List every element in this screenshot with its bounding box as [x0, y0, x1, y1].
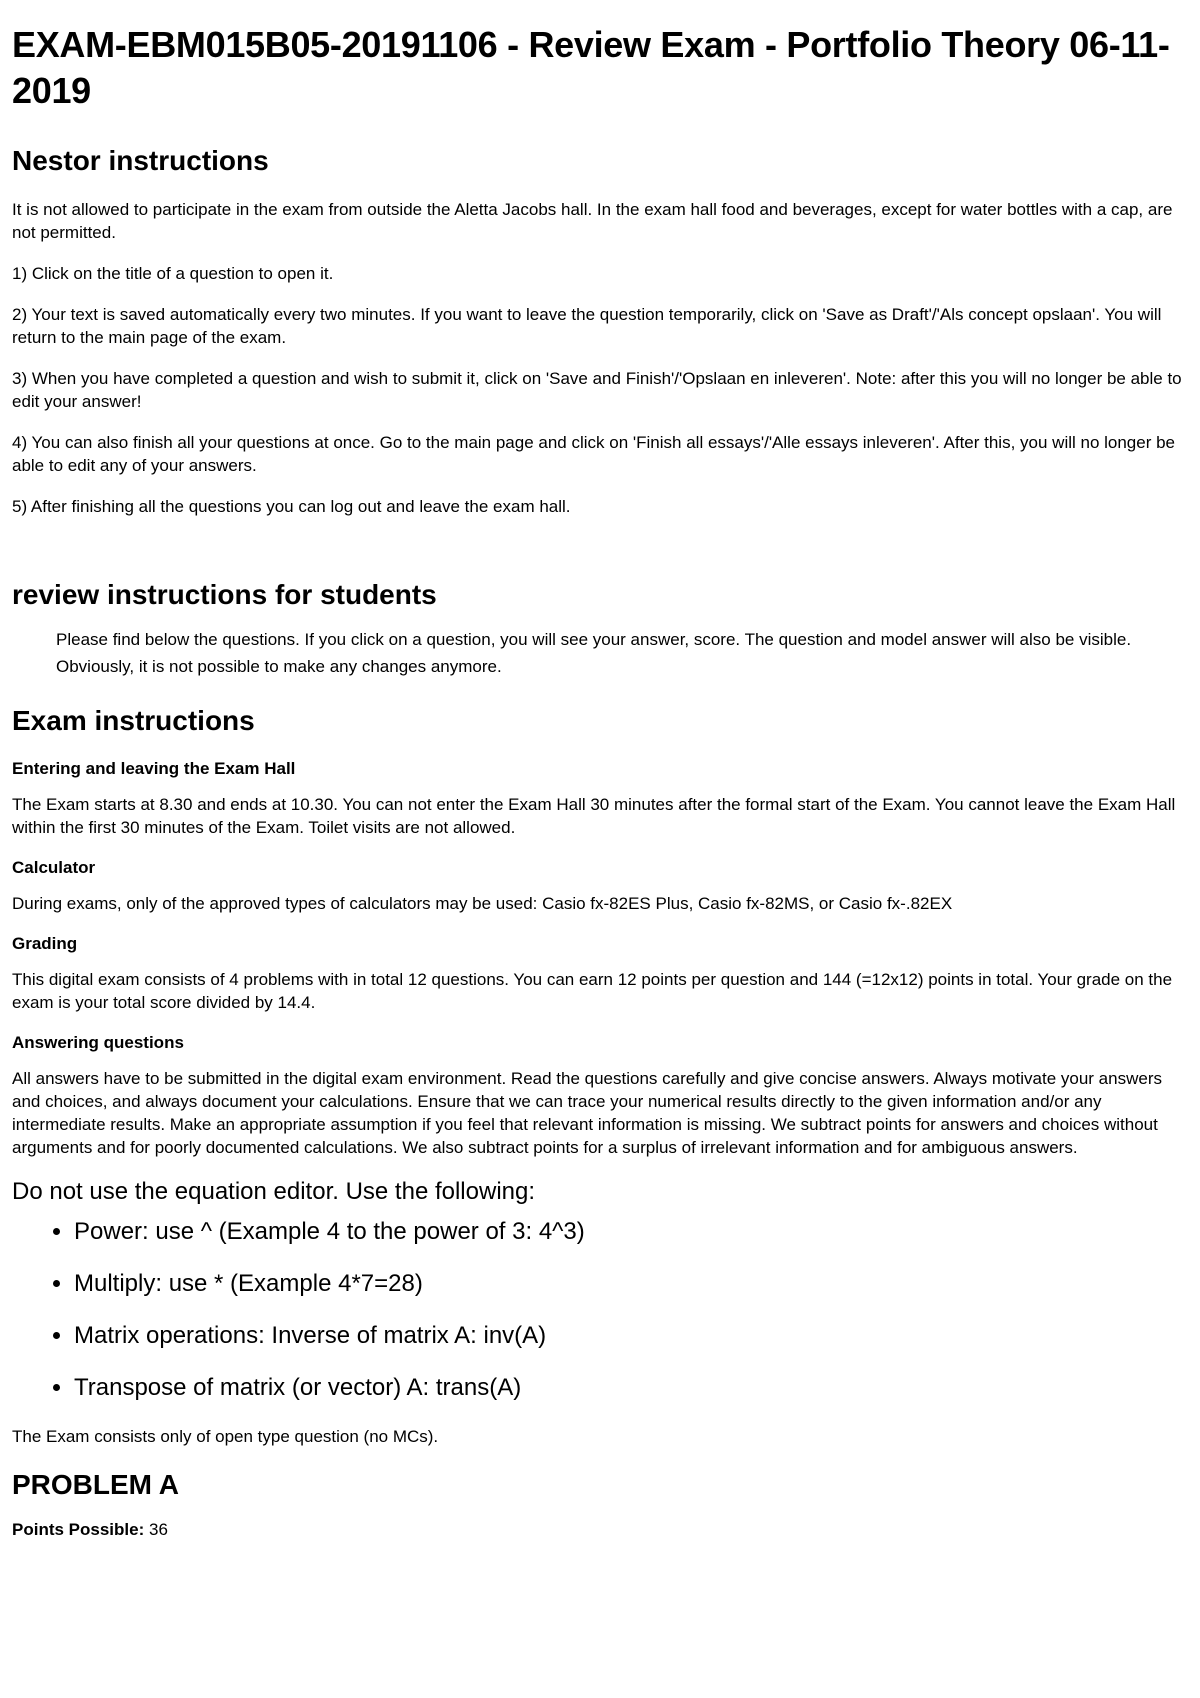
section-title-calculator: Calculator: [12, 858, 96, 877]
review-heading: review instructions for students: [12, 579, 437, 610]
nestor-instructions: [12, 144, 1188, 518]
review-line: Obviously, it is not possible to make any changes anymore.: [56, 657, 502, 676]
problem-heading: PROBLEM A: [12, 1469, 179, 1500]
section-text-exam-hall: The Exam starts at 8.30 and ends at 10.30. You can not enter the Exam Hall 30 minutes after the formal start of the Exam. You cannot leave the Exam Hall within the first 30 minutes of the Exam. Toilet visits are not allowed.: [12, 795, 1176, 837]
nestor-step-3: 3) When you have completed a question and wish to submit it, click on 'Save and Finish'/'Opslaan en inleveren'. Note: after this you will no longer be able to edit your answer!: [12, 369, 1182, 411]
nestor-step-5: 5) After finishing all the questions you can log out and leave the exam hall.: [12, 497, 571, 516]
points-value: 36: [148, 1520, 168, 1539]
page-title: EXAM-EBM015B05-20191106 - Review Exam - Portfolio Theory 06-11-2019: [12, 24, 1170, 111]
nestor-step-2: 2) Your text is saved automatically every two minutes. If you want to leave the question temporarily, click on 'Save as Draft'/'Als concept opslaan'. You will return to the main page of the exam.: [12, 305, 1162, 347]
nestor-step-4: 4) You can also finish all your questions at once. Go to the main page and click on 'Finish all essays'/'Alle essays inleveren'. After this, you will no longer be able to edit any of your answers.: [12, 433, 1176, 475]
nestor-heading: Nestor instructions: [12, 145, 269, 176]
exam-heading: Exam instructions: [12, 705, 255, 736]
section-text-calculator: During exams, only of the approved types of calculators may be used: Casio fx-82ES Plus, Casio fx-82MS, or Casio fx-.82EX: [12, 894, 953, 913]
rule-item-transpose: • Transpose of matrix (or vector) A: trans(A): [74, 1373, 1188, 1403]
section-title-grading: Grading: [12, 934, 78, 953]
rule-item-inverse: • Matrix operations: Inverse of matrix A: inv(A): [74, 1321, 1188, 1351]
equation-rules-list: [12, 1217, 1188, 1403]
review-line: Please find below the questions. If you click on a question, you will see your answer, score. The question and model answer will also be visible.: [56, 630, 1132, 649]
exam-instructions: [12, 704, 1188, 1448]
exam-note: The Exam consists only of open type question (no MCs).: [12, 1427, 439, 1446]
review-instructions: [12, 578, 1188, 680]
section-title-answering: Answering questions: [12, 1033, 184, 1052]
problem-section: [12, 1468, 1188, 1541]
review-text-block: [12, 626, 1188, 680]
section-title-exam-hall: Entering and leaving the Exam Hall: [12, 759, 296, 778]
section-text-answering: All answers have to be submitted in the digital exam environment. Read the questions carefully and give concise answers. Always motivate your answers and choices, and always document your calculations. Ensure that we can trace your numerical results directly to the given information and/or any intermediate results. Make an appropriate assumption if you feel that relevant information is missing. We subtract points for answers and choices without arguments and for poorly documented calculations. We also subtract points for a surplus of irrelevant information and for ambiguous answers.: [12, 1069, 1162, 1157]
points-label: Points Possible:: [12, 1520, 145, 1539]
equation-heading: Do not use the equation editor. Use the following:: [12, 1178, 536, 1205]
nestor-step-1: 1) Click on the title of a question to open it.: [12, 264, 334, 283]
section-text-grading: This digital exam consists of 4 problems with in total 12 questions. You can earn 12 points per question and 144 (=12x12) points in total. Your grade on the exam is your total score divided by 14.4.: [12, 970, 1173, 1012]
nestor-paragraph: It is not allowed to participate in the exam from outside the Aletta Jacobs hall. In the exam hall food and beverages, except for water bottles with a cap, are not permitted.: [12, 200, 1173, 242]
rule-item-power: • Power: use ^ (Example 4 to the power of 3: 4^3): [74, 1217, 1188, 1247]
rule-item-multiply: • Multiply: use * (Example 4*7=28): [74, 1269, 1188, 1299]
points-possible: [12, 1518, 1188, 1541]
